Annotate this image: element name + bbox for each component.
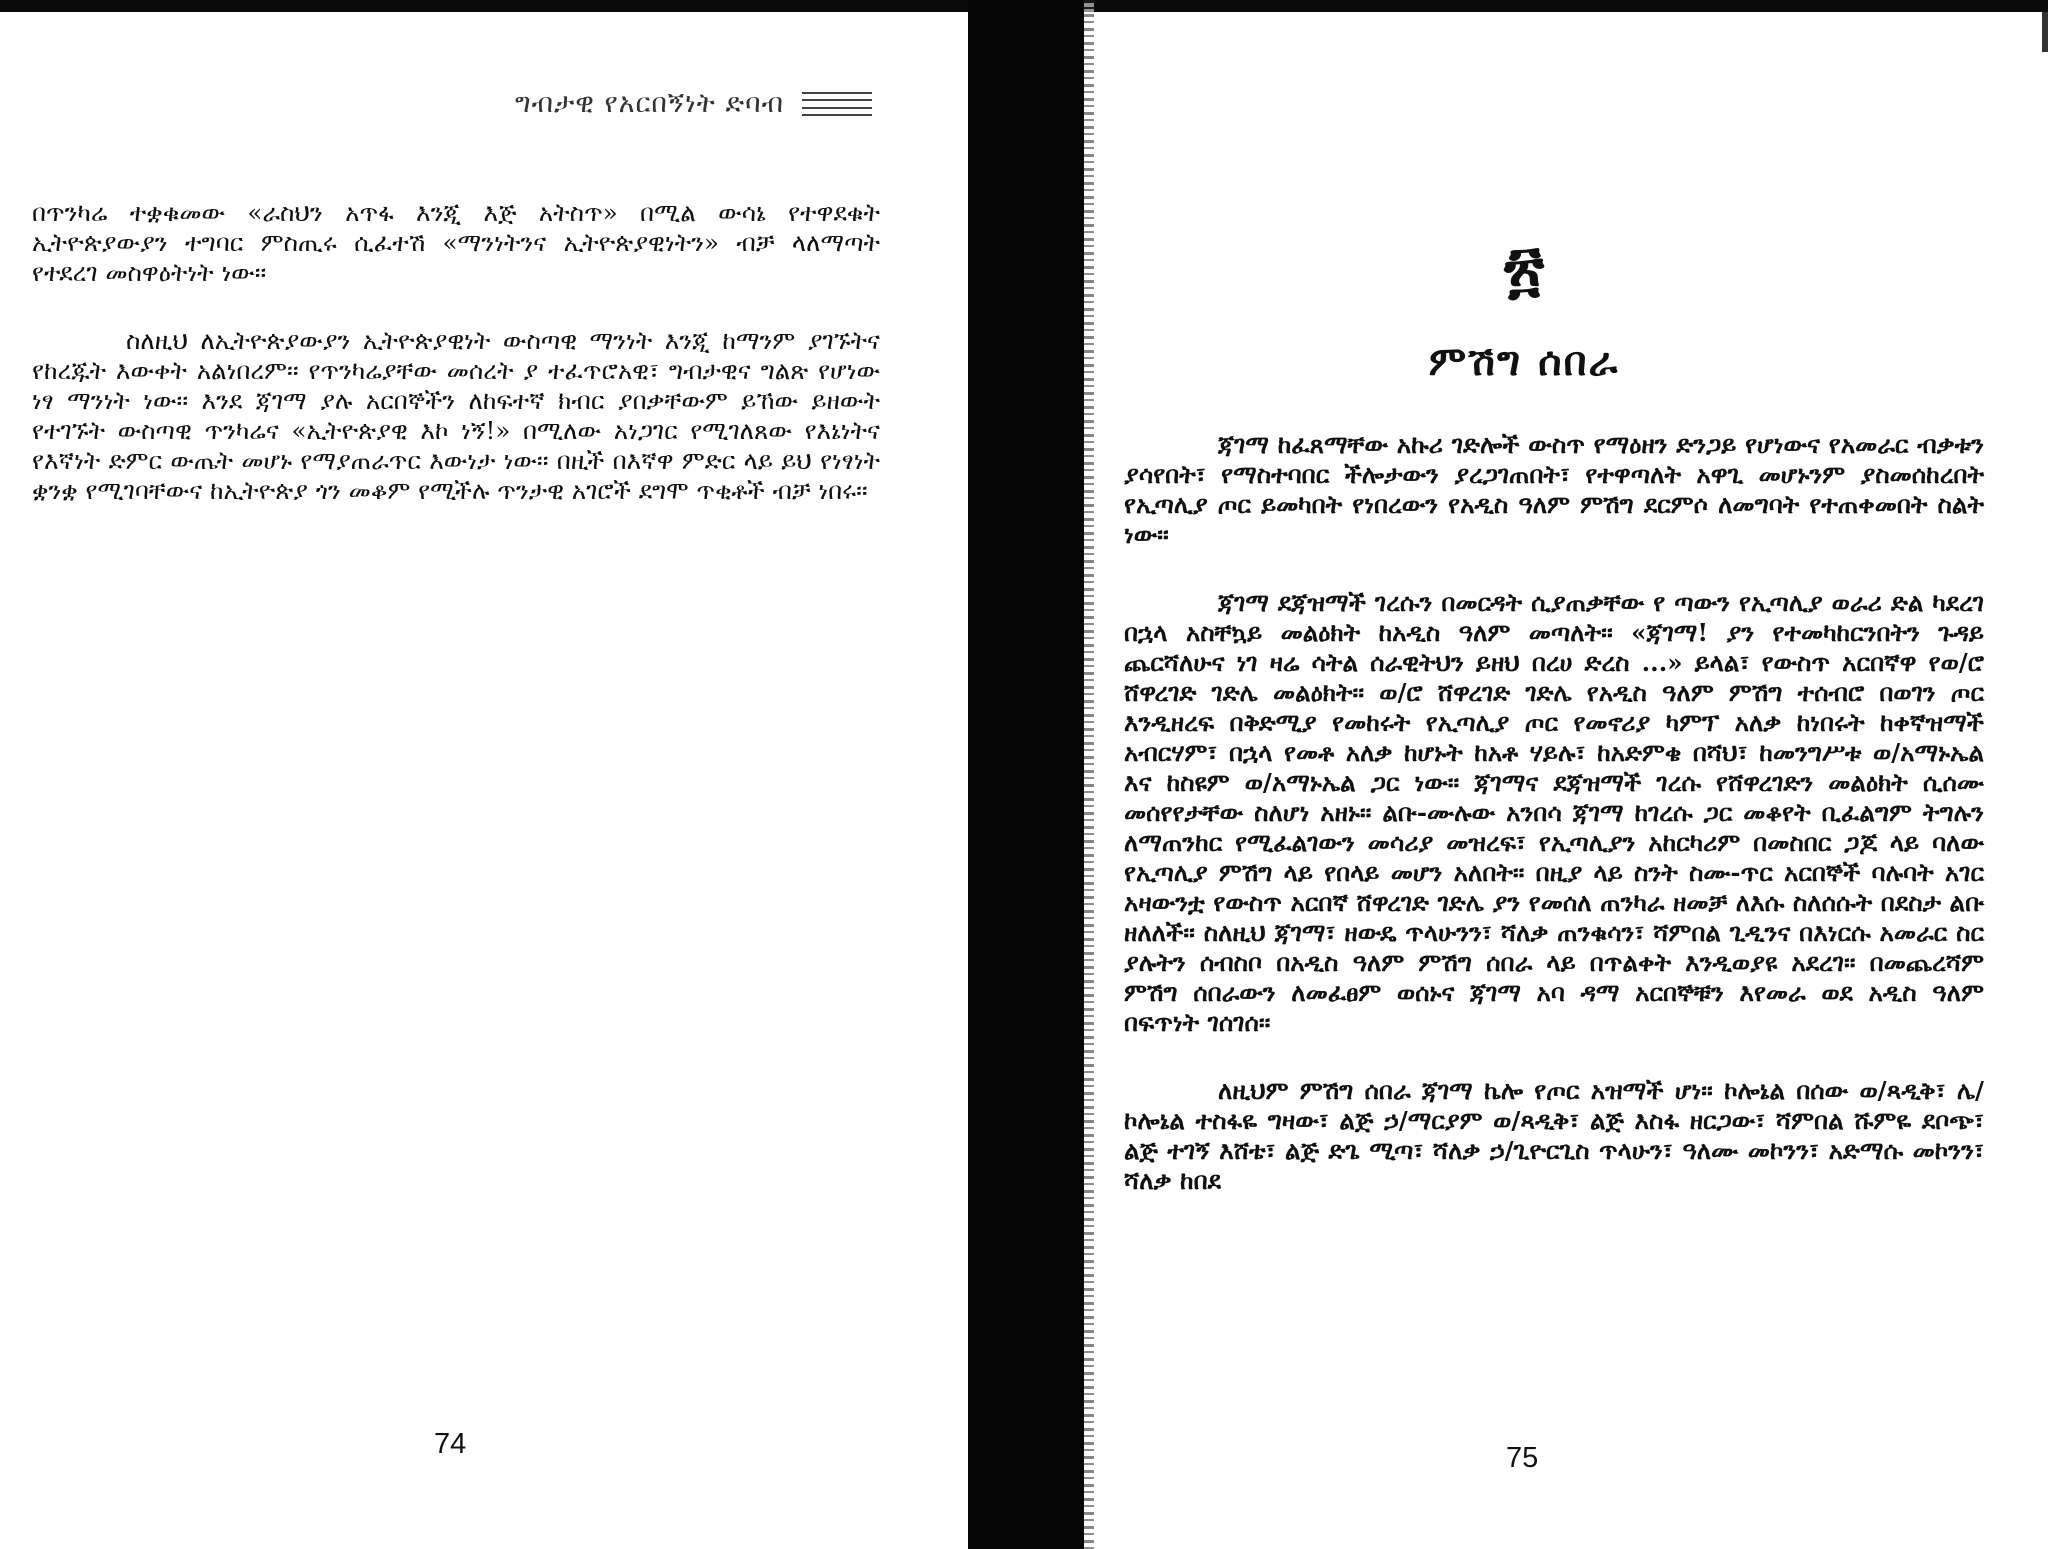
left-paragraph-1: በጥንካሬ ተቋቁመው «ራስህን አጥፋ እንጂ እጅ አትስጥ» በሚል ውሳኔ የተዋደቁት ኢትዮጵያውያን ተግባር ምስጢሩ ሲፈተሽ «ማንነትንና ኢትዮጵያዊነትን» ብቻ ላለማጣት የተደረገ መስዋዕትነት ነው፡፡ bbox=[32, 198, 880, 287]
scan-right-edge bbox=[2042, 12, 2048, 52]
chapter-number: ፳ bbox=[1503, 232, 1545, 305]
chapter-title: ምሽግ ሰበራ bbox=[1428, 338, 1620, 385]
right-paragraph-2: ጃገማ ደጃዝማች ገረሱን በመርዳት ሲያጠቃቸው የ ጣውን የኢጣሊያ ወራሪ ድል ካደረገ በኋላ አስቸኳይ መልዕክት ከአዲስ ዓለም መጣለት፡፡ «ጃገማ! ያን የተመካከርንበትን ጉዳይ ጨርሻለሁና ነገ ዛሬ ሳትል ሰራዊትህን ይዘህ በረሀ ድረስ ...» ይላል፣ የውስጥ አርበኛዋ የወ/ሮ ሸዋረገድ ገድሌ መልዕክት፡፡ ወ/ሮ ሸዋረገድ ገድሌ የአዲስ ዓለም ምሽግ ተሰብሮ በወገን ጦር እንዲዘረፍ በቅድሚያ የመከሩት የኢጣሊያ ጦር የመኖሪያ ካምፕ አለቃ ከነበሩት ከቀኛዝማች አብርሃም፣ በኋላ የመቶ አለቃ ከሆኑት ከአቶ ሃይሉ፣ ከአድምቄ በሻህ፣ ከመንግሥቱ ወ/አማኑኤል እና ከስዩም ወ/አማኑኤል ጋር ነው፡፡ ጃገማና ደጃዝማች ገረሱ የሸዋረገድን መልዕክት ሲሰሙ መሰየየታቸው ስለሆነ አዘኑ፡፡ ልቡ-ሙሉው አንበሳ ጃገማ ከገረሱ ጋር መቆየት ቢፈልግም ትግሉን ለማጠንከር የሚፈልገውን መሳሪያ መዝረፍ፣ የኢጣሊያን አከርካሪም በመስበር ጋጆ ላይ ባለው የኢጣሊያ ምሽግ ላይ የበላይ መሆን አለበት፡፡ በዚያ ላይ ስንት ስሙ-ጥር አርበኞች ባሉባት አገር አዛውንቷ የውስጥ አርበኛ ሸዋረገድ ገድሌ ያን የመሰለ ጠንካራ ዘመቻ ለእሱ ስለሰሱት በደስታ ልቡ ዘለለች፡፡ ስለዚህ ጃገማ፣ ዘውዴ ጥላሁንን፣ ሻለቃ ጠንቁሳን፣ ሻምበል ጊዲንና በእነርሱ አመራር ስር ያሉትን ሰብስቦ በአዲስ ዓለም ምሽግ ሰበራ ላይ በጥልቀት እንዲወያዩ አደረገ፡፡ በመጨረሻም ምሽግ ሰበራውን ለመፈፀም ወሰኑና ጃገማ አባ ዳማ አርበኞቹን እየመራ ወደ አዲስ ዓለም በፍጥነት ገሰገሰ፡፡ bbox=[1124, 588, 1984, 1037]
running-header-text: ግብታዊ የአርበኝነት ድባብ bbox=[515, 88, 785, 119]
left-page bbox=[0, 12, 968, 1549]
book-gutter bbox=[968, 0, 1084, 1549]
page-number-left: 74 bbox=[434, 1428, 467, 1460]
right-paragraph-3: ለዚህም ምሽግ ሰበራ ጃገማ ኬሎ የጦር አዝማች ሆነ፡፡ ኮሎኔል በሰው ወ/ጻዲቅ፣ ሌ/ኮሎኔል ተስፋዬ ግዛው፣ ልጅ ኃ/ማርያም ወ/ጻዲቅ፣ ልጅ እስፋ ዘርጋው፣ ሻምበል ሹምዬ ደቦጭ፣ ልጅ ተገኝ እሸቴ፣ ልጅ ድጌ ሚጣ፣ ሻለቃ ኃ/ጊዮርጊስ ጥላሁን፣ ዓለሙ መኮንን፣ አድማሱ መኮንን፣ ሻለቃ ከበደ bbox=[1124, 1076, 1984, 1195]
right-page bbox=[1094, 12, 2048, 1549]
running-header bbox=[515, 84, 935, 124]
right-page-body bbox=[1124, 430, 1984, 1196]
gutter-edge-noise bbox=[1084, 0, 1094, 1549]
left-paragraph-2: ስለዚህ ለኢትዮጵያውያን ኢትዮጵያዊነት ውስጣዊ ማንነት እንጂ ከማንም ያገኙትና የከረጁት እውቀት አልነበረም፡፡ የጥንካሬያቸው መሰረት ያ ተፈጥሮአዊ፣ ግብታዊና ግልጽ የሆነው ነፃ ማንነት ነው፡፡ እንደ ጃገማ ያሉ አርበኞችን ለከፍተኛ ክብር ያበቃቸውም ይኸው ይዘውት የተገኙት ውስጣዊ ጥንካሬና «ኢትዮጵያዊ እኮ ነኝ!» በሚለው አነጋገር የሚገለጸው የእኔነትና የእኛነት ድምር ውጤት መሆኑ የማያጠራጥር እውነታ ነው፡፡ በዚች በእኛዋ ምድር ላይ ይህ የነፃነት ቋንቋ የሚገባቸውና ከኢትዮጵያ ጎን መቆም የሚችሉ ጥንታዊ አገሮች ደግሞ ጥቂቶች ብቻ ነበሩ፡፡ bbox=[32, 326, 880, 505]
page-number-right: 75 bbox=[1506, 1442, 1539, 1474]
header-rule-lines bbox=[802, 92, 872, 116]
left-page-body bbox=[32, 198, 880, 506]
right-paragraph-1: ጃገማ ከፈጸማቸው አኩሪ ገድሎች ውስጥ የማዕዘን ድንጋይ የሆነውና የአመራር ብቃቱን ያሳየበት፣ የማስተባበር ችሎታውን ያረጋገጠበት፣ የተዋጣለት አዋጊ መሆኑንም ያስመሰከረበት የኢጣሊያ ጦር ይመካበት የነበረውን የአዲስ ዓለም ምሽግ ደርምሶ ለመግባት የተጠቀመበት ስልት ነው፡፡ bbox=[1124, 430, 1984, 549]
